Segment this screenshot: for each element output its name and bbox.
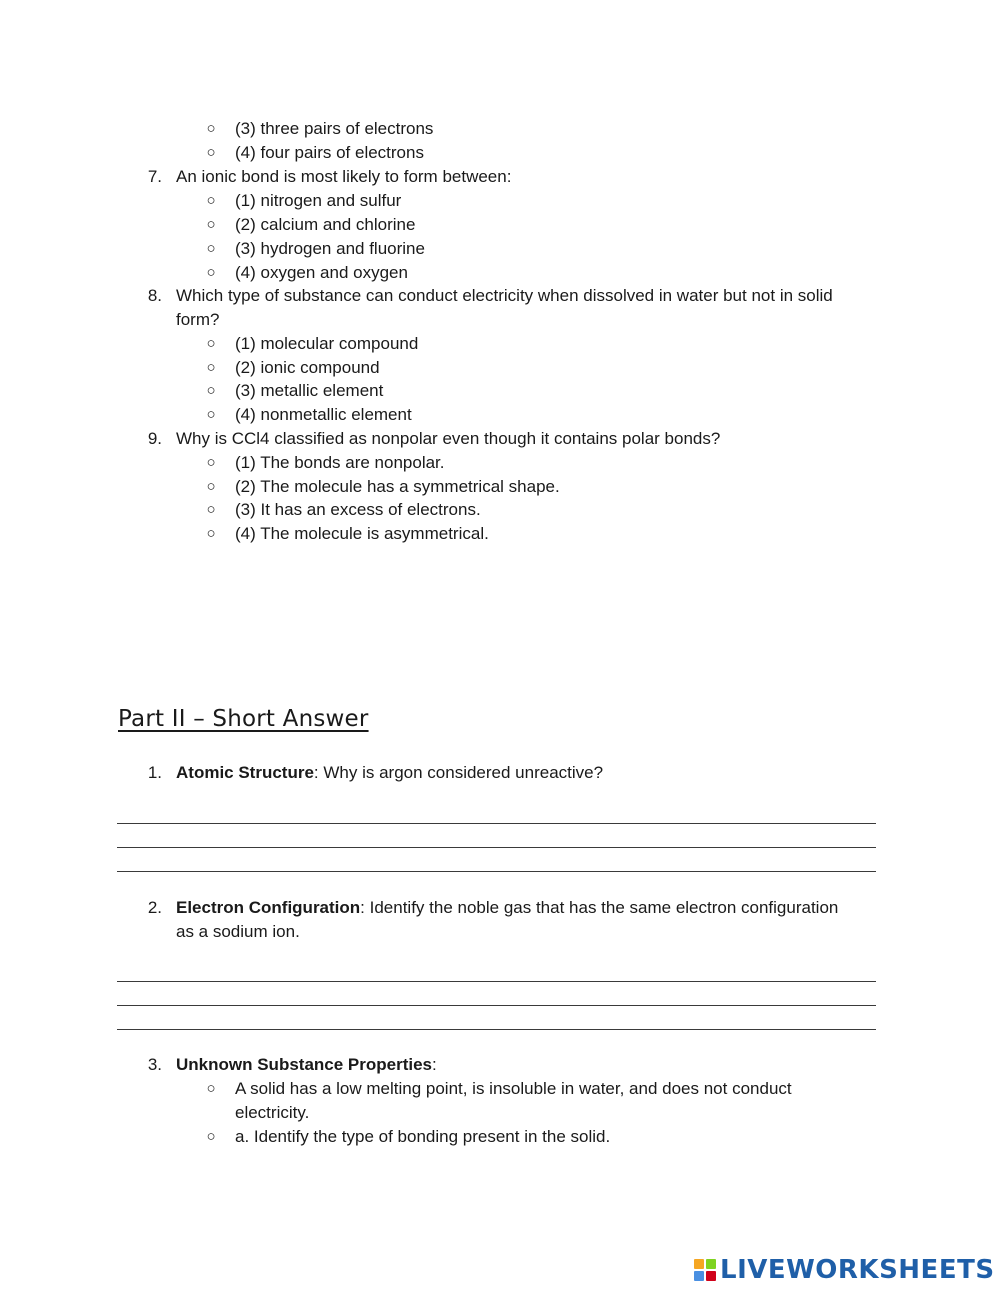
logo-mark-cell [706, 1271, 716, 1281]
bullet-icon: ○ [206, 359, 216, 376]
option-q8-1: (1) molecular compound [235, 334, 419, 353]
bullet-icon: ○ [206, 525, 216, 542]
option-q9-2: (2) The molecule has a symmetrical shape. [235, 477, 560, 496]
question-prompt: : Why is argon considered unreactive? [313, 763, 604, 782]
logo-mark-cell [706, 1259, 716, 1269]
option-q7-3: (3) hydrogen and fluorine [235, 239, 425, 258]
question-prompt: : [432, 1055, 437, 1074]
logo-mark-cell [694, 1271, 704, 1281]
bullet-icon: ○ [206, 1128, 216, 1145]
question-topic: Atomic Structure [176, 763, 314, 782]
bullet-icon: ○ [206, 454, 216, 471]
bullet-icon: ○ [206, 478, 216, 495]
answer-line[interactable] [117, 981, 876, 982]
answer-line[interactable] [117, 847, 876, 848]
question-number: 3. [147, 1055, 162, 1074]
liveworksheets-logo [694, 1256, 995, 1284]
option-q7-1: (1) nitrogen and sulfur [235, 191, 402, 210]
option-q8-4: (4) nonmetallic element [235, 405, 412, 424]
question-topic: Electron Configuration [176, 898, 361, 917]
bullet-icon: ○ [206, 501, 216, 518]
sub-item-text: a. Identify the type of bonding present in the solid. [235, 1127, 611, 1146]
option-q9-4: (4) The molecule is asymmetrical. [235, 524, 489, 543]
answer-line[interactable] [117, 871, 876, 872]
question-text-cont: form? [176, 310, 220, 329]
question-number: 9. [147, 429, 162, 448]
question-text [176, 896, 838, 920]
bullet-icon: ○ [206, 120, 216, 137]
question-number: 2. [147, 898, 162, 917]
option-q6-4: (4) four pairs of electrons [235, 143, 424, 162]
option-q9-3: (3) It has an excess of electrons. [235, 500, 481, 519]
option-q6-3: (3) three pairs of electrons [235, 119, 434, 138]
question-text: An ionic bond is most likely to form between: [176, 167, 512, 186]
option-q8-3: (3) metallic element [235, 381, 384, 400]
answer-line[interactable] [117, 1029, 876, 1030]
bullet-icon: ○ [206, 382, 216, 399]
question-prompt: : Identify the noble gas that has the same electron configuration [360, 898, 839, 917]
question-text: Which type of substance can conduct electricity when dissolved in water but not in solid [176, 286, 833, 305]
question-number: 8. [147, 286, 162, 305]
bullet-icon: ○ [206, 216, 216, 233]
section-heading: Part II – Short Answer [118, 706, 369, 732]
bullet-icon: ○ [206, 240, 216, 257]
answer-line[interactable] [117, 1005, 876, 1006]
option-q9-1: (1) The bonds are nonpolar. [235, 453, 445, 472]
question-number: 1. [147, 763, 162, 782]
question-text-cont: as a sodium ion. [176, 922, 300, 941]
sub-item-text-cont: electricity. [235, 1103, 310, 1122]
bullet-icon: ○ [206, 192, 216, 209]
bullet-icon: ○ [206, 335, 216, 352]
option-q8-2: (2) ionic compound [235, 358, 380, 377]
answer-line[interactable] [117, 823, 876, 824]
bullet-icon: ○ [206, 144, 216, 161]
option-q7-2: (2) calcium and chlorine [235, 215, 416, 234]
question-text [176, 761, 603, 785]
logo-mark-cell [694, 1259, 704, 1269]
question-number: 7. [147, 167, 162, 186]
logo-mark-icon [694, 1259, 716, 1281]
logo-text: LIVEWORKSHEETS [720, 1255, 995, 1285]
sub-item-text: A solid has a low melting point, is insoluble in water, and does not conduct [235, 1079, 792, 1098]
question-text [176, 1053, 437, 1077]
bullet-icon: ○ [206, 1080, 216, 1097]
option-q7-4: (4) oxygen and oxygen [235, 263, 408, 282]
question-text: Why is CCl4 classified as nonpolar even though it contains polar bonds? [176, 429, 721, 448]
bullet-icon: ○ [206, 264, 216, 281]
question-topic: Unknown Substance Properties [176, 1055, 432, 1074]
bullet-icon: ○ [206, 406, 216, 423]
